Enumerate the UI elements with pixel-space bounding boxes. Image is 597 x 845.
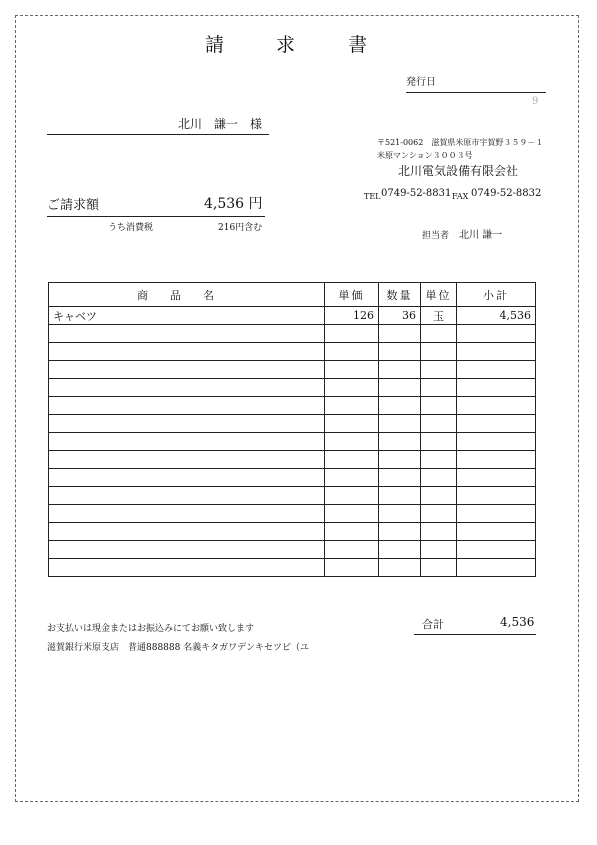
issue-date-underline xyxy=(406,92,546,93)
empty-cell xyxy=(379,469,421,487)
empty-cell xyxy=(379,523,421,541)
table-row-empty xyxy=(49,451,536,469)
empty-cell xyxy=(379,487,421,505)
cell-unit: 玉 xyxy=(421,307,457,325)
empty-cell xyxy=(49,361,325,379)
issue-date-label: 発行日 xyxy=(406,77,436,88)
empty-cell xyxy=(325,505,379,523)
title-char-3: 書 xyxy=(348,34,368,56)
empty-cell xyxy=(325,451,379,469)
table-row-empty xyxy=(49,469,536,487)
empty-cell xyxy=(325,487,379,505)
table-row-empty xyxy=(49,325,536,343)
empty-cell xyxy=(325,397,379,415)
empty-cell xyxy=(421,487,457,505)
empty-cell xyxy=(421,523,457,541)
empty-cell xyxy=(421,559,457,577)
empty-cell xyxy=(457,469,536,487)
empty-cell xyxy=(49,343,325,361)
empty-cell xyxy=(421,361,457,379)
empty-cell xyxy=(325,343,379,361)
bank-info: 滋賀銀行米原支店 普通888888 名義キタガワデンキセツビ（ユ xyxy=(47,643,309,653)
tel-number: 0749-52-8831 xyxy=(381,188,452,199)
empty-cell xyxy=(379,379,421,397)
fax-label: FAX xyxy=(452,192,469,201)
recipient-name: 北川 謙一 様 xyxy=(178,117,263,131)
empty-cell xyxy=(457,415,536,433)
header-unit: 単位 xyxy=(421,283,457,307)
empty-cell xyxy=(49,505,325,523)
empty-cell xyxy=(325,325,379,343)
total-label: 合計 xyxy=(422,618,444,631)
table-row-empty xyxy=(49,523,536,541)
empty-cell xyxy=(421,415,457,433)
empty-cell xyxy=(379,433,421,451)
empty-cell xyxy=(421,325,457,343)
empty-cell xyxy=(457,379,536,397)
amount-label: ご請求額 xyxy=(47,198,100,213)
empty-cell xyxy=(379,559,421,577)
recipient-underline xyxy=(47,134,269,135)
cell-qty: 36 xyxy=(379,307,421,325)
empty-cell xyxy=(49,523,325,541)
empty-cell xyxy=(325,379,379,397)
header-subtotal: 小計 xyxy=(457,283,536,307)
empty-cell xyxy=(49,325,325,343)
empty-cell xyxy=(421,541,457,559)
table-row-empty xyxy=(49,541,536,559)
table-row-empty xyxy=(49,343,536,361)
table-row-empty xyxy=(49,361,536,379)
empty-cell xyxy=(325,361,379,379)
empty-cell xyxy=(457,487,536,505)
empty-cell xyxy=(457,433,536,451)
empty-cell xyxy=(457,397,536,415)
amount-underline xyxy=(47,216,265,217)
empty-cell xyxy=(325,523,379,541)
title-char-2: 求 xyxy=(276,34,296,56)
person-label: 担当者 xyxy=(422,231,450,241)
empty-cell xyxy=(49,487,325,505)
tax-label: うち消費税 xyxy=(108,223,154,233)
person-name: 北川 謙一 xyxy=(459,230,503,241)
header-price: 単価 xyxy=(325,283,379,307)
empty-cell xyxy=(421,433,457,451)
empty-cell xyxy=(457,541,536,559)
table-row-empty xyxy=(49,397,536,415)
empty-cell xyxy=(49,415,325,433)
payment-note: お支払いは現金またはお振込みにてお願い致します xyxy=(47,624,255,634)
table-row-empty xyxy=(49,559,536,577)
table-row-empty xyxy=(49,379,536,397)
empty-cell xyxy=(379,343,421,361)
empty-cell xyxy=(379,415,421,433)
empty-cell xyxy=(49,469,325,487)
empty-cell xyxy=(457,451,536,469)
empty-cell xyxy=(379,505,421,523)
empty-cell xyxy=(457,559,536,577)
empty-cell xyxy=(379,397,421,415)
empty-cell xyxy=(457,343,536,361)
empty-cell xyxy=(421,397,457,415)
issuer-company: 北川電気設備有限会社 xyxy=(398,164,519,178)
empty-cell xyxy=(325,541,379,559)
issuer-address-2: 米原マンション３００３号 xyxy=(377,151,473,160)
header-name: 商品名 xyxy=(49,283,325,307)
empty-cell xyxy=(49,559,325,577)
table-row-empty xyxy=(49,505,536,523)
total-underline xyxy=(414,634,536,635)
empty-cell xyxy=(49,397,325,415)
cell-name: キャベツ xyxy=(49,307,325,325)
cell-price: 126 xyxy=(325,307,379,325)
issuer-address-1: 〒521-0062 滋賀県米原市宇賀野３５９－１ xyxy=(377,138,544,147)
empty-cell xyxy=(421,343,457,361)
empty-cell xyxy=(325,469,379,487)
empty-cell xyxy=(421,451,457,469)
table-row-empty xyxy=(49,487,536,505)
empty-cell xyxy=(421,505,457,523)
table-row-empty xyxy=(49,415,536,433)
cell-subtotal: 4,536 xyxy=(457,307,536,325)
title-char-1: 請 xyxy=(205,34,225,56)
items-table xyxy=(48,282,536,577)
issue-date-value: 9 xyxy=(532,96,539,107)
empty-cell xyxy=(379,451,421,469)
empty-cell xyxy=(379,541,421,559)
empty-cell xyxy=(457,325,536,343)
table-row xyxy=(49,307,536,325)
empty-cell xyxy=(457,361,536,379)
header-qty: 数量 xyxy=(379,283,421,307)
empty-cell xyxy=(325,433,379,451)
table-row-empty xyxy=(49,433,536,451)
empty-cell xyxy=(49,541,325,559)
empty-cell xyxy=(379,325,421,343)
invoice-title xyxy=(0,30,597,54)
tel-label: TEL xyxy=(364,192,381,201)
empty-cell xyxy=(49,433,325,451)
total-value: 4,536 xyxy=(500,615,535,629)
table-header-row xyxy=(49,283,536,307)
empty-cell xyxy=(457,505,536,523)
empty-cell xyxy=(421,379,457,397)
amount-value: 4,536 円 xyxy=(204,196,263,212)
empty-cell xyxy=(421,469,457,487)
empty-cell xyxy=(325,559,379,577)
empty-cell xyxy=(325,415,379,433)
empty-cell xyxy=(379,361,421,379)
tax-value: 216円含む xyxy=(218,223,263,233)
empty-cell xyxy=(49,379,325,397)
fax-number: 0749-52-8832 xyxy=(471,188,542,199)
empty-cell xyxy=(457,523,536,541)
empty-cell xyxy=(49,451,325,469)
